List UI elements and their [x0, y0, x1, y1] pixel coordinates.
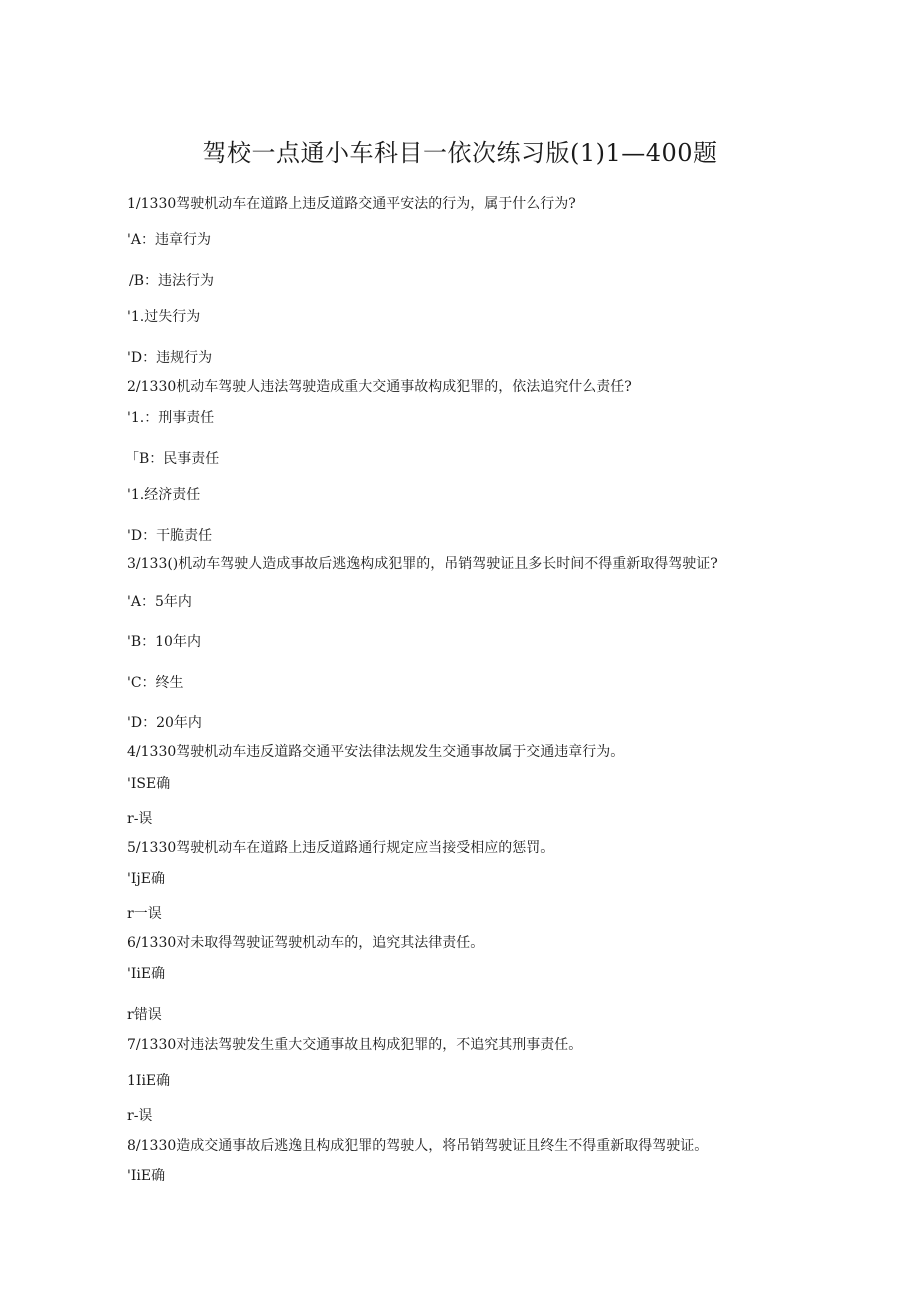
question-8: 8/1330造成交通事故后逃逸且构成犯罪的驾驶人，将吊销驾驶证且终生不得重新取得驾驶证。 [127, 1138, 709, 1154]
option-2a: '1.：刑事责任 [127, 410, 215, 426]
option-6-true: 'IiE确 [127, 966, 166, 982]
option-1c: '1.过失行为 [127, 309, 201, 325]
option-3a: 'A：5年内 [127, 594, 192, 610]
option-6-false: r错误 [127, 1007, 162, 1023]
question-3: 3/133()机动车驾驶人造成事故后逃逸构成犯罪的，吊销驾驶证且多长时间不得重新取得驾驶证? [127, 556, 718, 572]
option-3d: 'D：20年内 [127, 715, 202, 731]
option-1a: 'A：违章行为 [127, 232, 211, 248]
option-3b: 'B：10年内 [127, 634, 201, 650]
option-8-true: 'IiE确 [127, 1168, 166, 1184]
option-2c: '1.经济责任 [127, 487, 201, 503]
question-7: 7/1330对违法驾驶发生重大交通事故且构成犯罪的，不追究其刑事责任。 [127, 1037, 583, 1053]
option-4-true: 'ISE确 [127, 776, 171, 792]
question-6: 6/1330对未取得驾驶证驾驶机动车的，追究其法律责任。 [127, 935, 485, 951]
option-7-true: 1IiE确 [127, 1073, 171, 1089]
option-4-false: r-误 [127, 811, 153, 827]
question-4: 4/1330驾驶机动车违反道路交通平安法律法规发生交通事故属于交通违章行为。 [127, 744, 625, 760]
option-5-true: 'IjE确 [127, 871, 165, 887]
option-5-false: r一误 [127, 906, 162, 922]
option-3c: 'C：终生 [127, 675, 184, 691]
page-title: 驾校一点通小车科目一依次练习版(1)1—400题 [202, 139, 718, 167]
question-1: 1/1330驾驶机动车在道路上违反道路交通平安法的行为，属于什么行为? [127, 196, 576, 212]
question-2: 2/1330机动车驾驶人违法驾驶造成重大交通事故构成犯罪的，依法追究什么责任? [127, 379, 632, 395]
option-2d: 'D：干脆责任 [127, 528, 213, 544]
option-1d: 'D：违规行为 [127, 350, 213, 366]
option-7-false: r-误 [127, 1108, 153, 1124]
option-2b: 「B：民事责任 [125, 451, 220, 467]
question-5: 5/1330驾驶机动车在道路上违反道路通行规定应当接受相应的惩罚。 [127, 840, 555, 856]
option-1b: /B：违法行为 [129, 273, 215, 289]
